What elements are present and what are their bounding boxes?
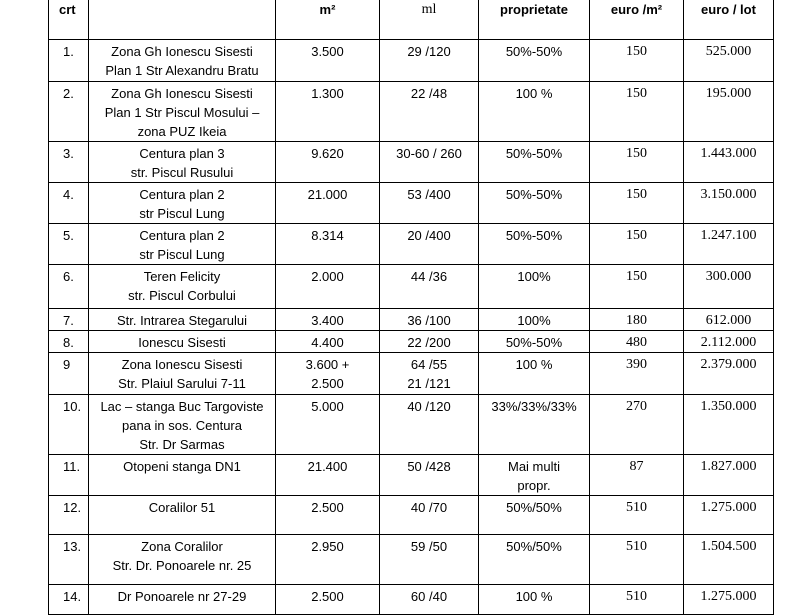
cell-m2-line: 4.400 xyxy=(311,335,344,350)
cell-proprietate-line: 100 % xyxy=(515,86,553,101)
cell-euro-lot: 1.443.000 xyxy=(684,142,774,183)
cell-proprietate xyxy=(479,395,590,455)
cell-proprietate xyxy=(479,82,590,142)
cell-m2 xyxy=(276,142,380,183)
cell-ml-line: 50 /428 xyxy=(407,459,451,474)
cell-m2-line: 1.300 xyxy=(311,86,344,101)
header-zona xyxy=(89,0,276,40)
cell-proprietate xyxy=(479,142,590,183)
cell-ml xyxy=(380,309,479,331)
cell-m2 xyxy=(276,309,380,331)
cell-zona-line: Zona Gh Ionescu Sisesti xyxy=(111,44,253,59)
cell-zona-line: str Piscul Lung xyxy=(139,206,225,221)
cell-ml xyxy=(380,40,479,82)
cell-zona-line: str. Piscul Corbului xyxy=(128,288,236,303)
cell-crt: 9 xyxy=(49,353,89,395)
cell-zona-line: str Piscul Lung xyxy=(139,247,225,262)
cell-euro-lot: 2.112.000 xyxy=(684,331,774,353)
cell-zona-line: Centura plan 2 xyxy=(139,187,225,202)
cell-ml xyxy=(380,353,479,395)
cell-zona-line: Centura plan 3 xyxy=(139,146,225,161)
cell-euro-lot: 525.000 xyxy=(684,40,774,82)
cell-m2 xyxy=(276,535,380,585)
cell-zona-line: Teren Felicity xyxy=(143,269,221,284)
table-row xyxy=(49,82,774,142)
cell-ml-line: 59 /50 xyxy=(410,539,448,554)
cell-euro-m2: 150 xyxy=(590,183,684,224)
cell-crt: 8. xyxy=(49,331,89,353)
cell-proprietate xyxy=(479,309,590,331)
cell-m2-line: 3.400 xyxy=(311,313,344,328)
cell-euro-lot: 300.000 xyxy=(684,265,774,309)
cell-ml-line: 30-60 / 260 xyxy=(396,146,462,161)
cell-ml xyxy=(380,142,479,183)
cell-m2-line: 2.000 xyxy=(311,269,344,284)
cell-zona xyxy=(89,353,276,395)
header-proprietate: proprietate xyxy=(479,0,590,40)
cell-euro-m2: 150 xyxy=(590,265,684,309)
cell-zona-line: Zona Coralilor xyxy=(141,539,223,554)
cell-crt: 12. xyxy=(49,496,89,535)
cell-ml-line: 44 /36 xyxy=(410,269,448,284)
cell-proprietate-line: 33%/33%/33% xyxy=(491,399,577,414)
cell-euro-m2: 510 xyxy=(590,585,684,615)
cell-ml xyxy=(380,265,479,309)
table-row xyxy=(49,455,774,496)
table-row xyxy=(49,40,774,82)
cell-m2 xyxy=(276,395,380,455)
cell-proprietate xyxy=(479,353,590,395)
cell-zona-line: Zona Gh Ionescu Sisesti xyxy=(111,86,253,101)
cell-crt: 10. xyxy=(49,395,89,455)
cell-proprietate-line: 100 % xyxy=(515,589,553,604)
header-crt: crt xyxy=(49,0,89,40)
cell-euro-m2: 150 xyxy=(590,40,684,82)
cell-m2 xyxy=(276,353,380,395)
cell-proprietate-line: 50%-50% xyxy=(505,335,563,350)
cell-m2-line: 2.500 xyxy=(311,589,344,604)
cell-ml-line: 36 /100 xyxy=(407,313,451,328)
table-row xyxy=(49,496,774,535)
cell-zona-line: Ionescu Sisesti xyxy=(138,335,226,350)
cell-ml-line: 22 /200 xyxy=(407,335,451,350)
cell-crt: 7. xyxy=(49,309,89,331)
cell-euro-m2: 150 xyxy=(590,142,684,183)
cell-ml xyxy=(380,331,479,353)
cell-euro-lot: 3.150.000 xyxy=(684,183,774,224)
cell-proprietate-line: Mai multi xyxy=(507,459,560,474)
cell-ml xyxy=(380,82,479,142)
cell-ml-line: 40 /120 xyxy=(407,399,451,414)
cell-crt: 3. xyxy=(49,142,89,183)
cell-m2 xyxy=(276,183,380,224)
cell-zona-line: Centura plan 2 xyxy=(139,228,225,243)
cell-proprietate xyxy=(479,265,590,309)
cell-euro-lot: 1.827.000 xyxy=(684,455,774,496)
cell-proprietate xyxy=(479,40,590,82)
cell-ml-line: 22 /48 xyxy=(410,86,448,101)
cell-euro-lot: 1.275.000 xyxy=(684,585,774,615)
table-row xyxy=(49,142,774,183)
table-row xyxy=(49,224,774,265)
header-m2: m² xyxy=(276,0,380,40)
cell-ml-line: 60 /40 xyxy=(410,589,448,604)
cell-ml-line: 64 /55 xyxy=(410,357,448,372)
cell-zona xyxy=(89,309,276,331)
cell-m2-line: 2.950 xyxy=(311,539,344,554)
cell-euro-m2: 180 xyxy=(590,309,684,331)
table-row xyxy=(49,331,774,353)
cell-proprietate-line: 50%-50% xyxy=(505,44,563,59)
cell-zona-line: Str. Dr. Ponoarele nr. 25 xyxy=(112,558,252,573)
cell-crt: 6. xyxy=(49,265,89,309)
cell-proprietate-line: 100% xyxy=(517,313,551,328)
cell-proprietate-line: 100% xyxy=(517,269,551,284)
cell-euro-lot: 1.247.100 xyxy=(684,224,774,265)
cell-m2 xyxy=(276,331,380,353)
cell-crt: 13. xyxy=(49,535,89,585)
cell-m2 xyxy=(276,265,380,309)
cell-zona xyxy=(89,535,276,585)
cell-proprietate xyxy=(479,496,590,535)
cell-euro-m2: 150 xyxy=(590,82,684,142)
header-euro-lot: euro / lot xyxy=(684,0,774,40)
cell-proprietate-line: 50%-50% xyxy=(505,146,563,161)
cell-euro-lot: 1.504.500 xyxy=(684,535,774,585)
cell-proprietate-line: 50%/50% xyxy=(506,539,562,554)
cell-euro-lot: 1.350.000 xyxy=(684,395,774,455)
cell-m2-line: 3.600 + xyxy=(305,357,350,372)
header-row xyxy=(49,0,774,40)
cell-proprietate xyxy=(479,331,590,353)
cell-euro-m2: 510 xyxy=(590,535,684,585)
cell-m2-line: 3.500 xyxy=(311,44,344,59)
table-row xyxy=(49,183,774,224)
cell-zona-line: pana in sos. Centura xyxy=(122,418,242,433)
cell-ml-line: 20 /400 xyxy=(407,228,451,243)
cell-zona-line: str. Piscul Rusului xyxy=(130,165,234,180)
cell-euro-m2: 480 xyxy=(590,331,684,353)
cell-ml xyxy=(380,535,479,585)
table-row xyxy=(49,265,774,309)
cell-zona xyxy=(89,82,276,142)
cell-m2-line: 9.620 xyxy=(311,146,344,161)
cell-ml xyxy=(380,395,479,455)
cell-zona xyxy=(89,455,276,496)
cell-euro-lot: 195.000 xyxy=(684,82,774,142)
cell-euro-m2: 150 xyxy=(590,224,684,265)
cell-euro-m2: 390 xyxy=(590,353,684,395)
cell-euro-lot: 612.000 xyxy=(684,309,774,331)
cell-crt: 1. xyxy=(49,40,89,82)
cell-ml-line: 40 /70 xyxy=(410,500,448,515)
cell-crt: 11. xyxy=(49,455,89,496)
cell-m2 xyxy=(276,82,380,142)
cell-ml xyxy=(380,455,479,496)
cell-ml xyxy=(380,224,479,265)
cell-ml-line: 21 /121 xyxy=(407,376,451,391)
header-euro-m2: euro /m² xyxy=(590,0,684,40)
cell-proprietate xyxy=(479,183,590,224)
cell-crt: 4. xyxy=(49,183,89,224)
cell-proprietate xyxy=(479,535,590,585)
cell-m2 xyxy=(276,224,380,265)
cell-m2-line: 2.500 xyxy=(311,376,344,391)
cell-zona xyxy=(89,142,276,183)
cell-crt: 14. xyxy=(49,585,89,615)
cell-m2 xyxy=(276,455,380,496)
table-row xyxy=(49,535,774,585)
cell-proprietate-line: propr. xyxy=(517,478,551,493)
cell-euro-lot: 2.379.000 xyxy=(684,353,774,395)
cell-euro-lot: 1.275.000 xyxy=(684,496,774,535)
cell-zona-line: Plan 1 Str Piscul Mosului – xyxy=(104,105,260,120)
cell-m2 xyxy=(276,496,380,535)
cell-ml xyxy=(380,183,479,224)
cell-proprietate-line: 50%-50% xyxy=(505,187,563,202)
cell-zona-line: Otopeni stanga DN1 xyxy=(123,459,241,474)
cell-m2-line: 21.000 xyxy=(307,187,348,202)
cell-euro-m2: 87 xyxy=(590,455,684,496)
cell-proprietate-line: 50%/50% xyxy=(506,500,562,515)
cell-zona xyxy=(89,496,276,535)
cell-proprietate xyxy=(479,455,590,496)
cell-zona xyxy=(89,331,276,353)
cell-zona xyxy=(89,183,276,224)
table-row xyxy=(49,395,774,455)
property-table xyxy=(48,0,774,615)
cell-zona-line: Plan 1 Str Alexandru Bratu xyxy=(105,63,259,78)
cell-ml xyxy=(380,496,479,535)
cell-zona-line: Str. Intrarea Stegarului xyxy=(116,313,248,328)
cell-zona-line: Zona Ionescu Sisesti xyxy=(121,357,243,372)
cell-euro-m2: 270 xyxy=(590,395,684,455)
cell-zona-line: Lac – stanga Buc Targoviste xyxy=(100,399,264,414)
cell-zona-line: zona PUZ Ikeia xyxy=(137,124,227,139)
cell-m2-line: 5.000 xyxy=(311,399,344,414)
cell-zona-line: Dr Ponoarele nr 27-29 xyxy=(117,589,247,604)
cell-m2-line: 8.314 xyxy=(311,228,344,243)
cell-zona-line: Str. Plaiul Sarului 7-11 xyxy=(118,376,246,391)
cell-m2 xyxy=(276,40,380,82)
cell-ml-line: 53 /400 xyxy=(407,187,451,202)
cell-zona xyxy=(89,395,276,455)
table-row xyxy=(49,309,774,331)
cell-zona-line: Str. Dr Sarmas xyxy=(139,437,225,452)
cell-proprietate-line: 50%-50% xyxy=(505,228,563,243)
header-ml: ml xyxy=(380,0,479,40)
cell-crt: 5. xyxy=(49,224,89,265)
cell-zona xyxy=(89,265,276,309)
cell-ml-line: 29 /120 xyxy=(407,44,451,59)
table-row xyxy=(49,353,774,395)
cell-crt: 2. xyxy=(49,82,89,142)
cell-euro-m2: 510 xyxy=(590,496,684,535)
cell-proprietate-line: 100 % xyxy=(515,357,553,372)
cell-m2-line: 21.400 xyxy=(307,459,348,474)
cell-proprietate xyxy=(479,224,590,265)
cell-zona xyxy=(89,224,276,265)
cell-zona-line: Coralilor 51 xyxy=(148,500,216,515)
cell-m2-line: 2.500 xyxy=(311,500,344,515)
cell-zona xyxy=(89,40,276,82)
